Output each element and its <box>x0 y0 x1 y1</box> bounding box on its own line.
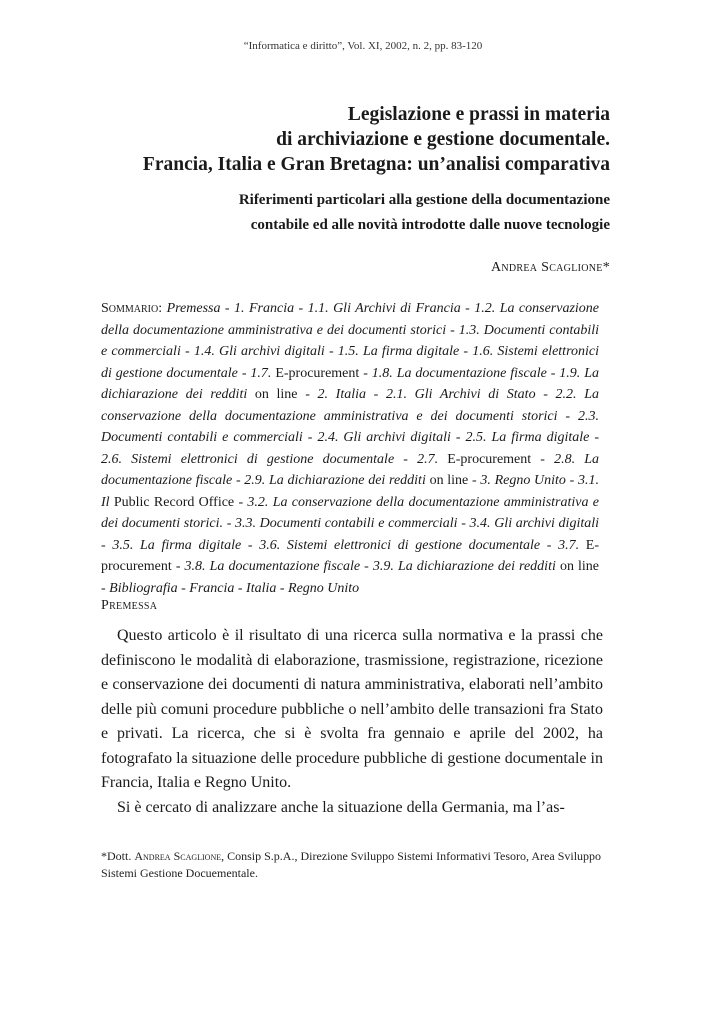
paragraph: Questo articolo è il risultato di una ricerca sulla normativa e la prassi che definiscono le modalità di elaborazione, trasmissione, registrazione, ricezione e conservazione dei documenti di natura amministrativa, elaborati nell’ambito delle più comuni procedure pubbliche o nell’ambito delle transazioni fra Stato e privati. La ricerca, che si è svolta fra gennaio e aprile del 2002, ha fotografato la situazione delle procedure pubbliche di gestione documentale in Francia, Italia e Regno Unito. <box>101 627 603 791</box>
summary-segment: - 3.2. La conservazione della documentazione amministrativa e dei documenti storici. - 3.3. Documenti contabili e commerciali - 3.4. Gli archivi digitali - 3.5. La firma digitale - 3.6. Sistemi elettronici di gestione documentale - 3.7. <box>101 494 599 553</box>
body-text <box>101 624 603 820</box>
title-line-1: Legislazione e prassi in materia <box>347 104 610 125</box>
summary-term: E-procurement <box>447 451 532 467</box>
article-title <box>90 102 610 177</box>
summary-segment: - 2. Italia - 2.1. Gli Archivi di Stato - 2.2. La conservazione della documentazione amministrativa e dei documenti storici - 2.3. Documenti contabili e commerciali - 2.4. Gli archivi digitali - 2.5. La firma digitale - 2.6. Sistemi elettronici di gestione documentale - 2.7. <box>101 387 599 467</box>
subtitle-line-2: contabile ed alle novità introdotte dalle nuove tecnologie <box>250 217 610 233</box>
journal-citation: “Informatica e diritto”, Vol. XI, 2002, n. 2, pp. 83-120 <box>243 40 483 52</box>
footnote-prefix: *Dott. <box>101 849 132 863</box>
summary-segment: - Bibliografia - Francia - Italia - Regno Unito <box>101 580 360 596</box>
title-line-2: di archiviazione e gestione documentale. <box>276 129 610 150</box>
summary-segment: Premessa - 1. Francia - 1.1. Gli Archivi di Francia - 1.2. La conservazione della documentazione amministrativa e dei documenti storici - 1.3. Documenti contabili e commerciali - 1.4. Gli archivi digitali - 1.5. La firma digitale - 1.6. Sistemi elettronici di gestione documentale - 1.7. <box>101 301 600 381</box>
author-name: Andrea Scaglione* <box>490 260 610 275</box>
paragraph: Si è cercato di analizzare anche la situazione della Germania, ma l’as- <box>117 798 565 816</box>
article-subtitle <box>90 188 610 238</box>
summary-term: on line <box>429 473 469 488</box>
footnote <box>101 848 603 882</box>
summary-segment: - 1.8. La documentazione fiscale - 1.9. La dichiarazione dei redditi <box>101 365 600 402</box>
summary-term: Public Record Office <box>113 494 235 510</box>
summary-label: Sommario: <box>101 301 163 316</box>
footnote-text: , Consip S.p.A., Direzione Sviluppo Sistemi Informativi Tesoro, Area Sviluppo Sistemi Gestione Docuementale. <box>101 849 602 880</box>
summary-segment: - 3. Regno Unito - 3.1. Il <box>101 473 600 510</box>
summary-segment: - 3.8. La documentazione fiscale - 3.9. La dichiarazione dei redditi <box>175 559 556 574</box>
subtitle-line-1: Riferimenti particolari alla gestione della documentazione <box>238 192 610 208</box>
title-line-3: Francia, Italia e Gran Bretagna: un’analisi comparativa <box>142 154 610 175</box>
footnote-author: Andrea Scaglione <box>134 849 222 863</box>
summary-term: E-procurement <box>101 537 600 574</box>
summary-segment: - 2.8. La documentazione fiscale - 2.9. La dichiarazione dei redditi <box>101 451 599 488</box>
section-heading: Premessa <box>101 598 158 613</box>
summary-block <box>101 298 599 599</box>
summary-term: on line <box>254 387 298 402</box>
summary-term: on line <box>559 559 600 574</box>
summary-term: E-procurement <box>275 365 360 381</box>
